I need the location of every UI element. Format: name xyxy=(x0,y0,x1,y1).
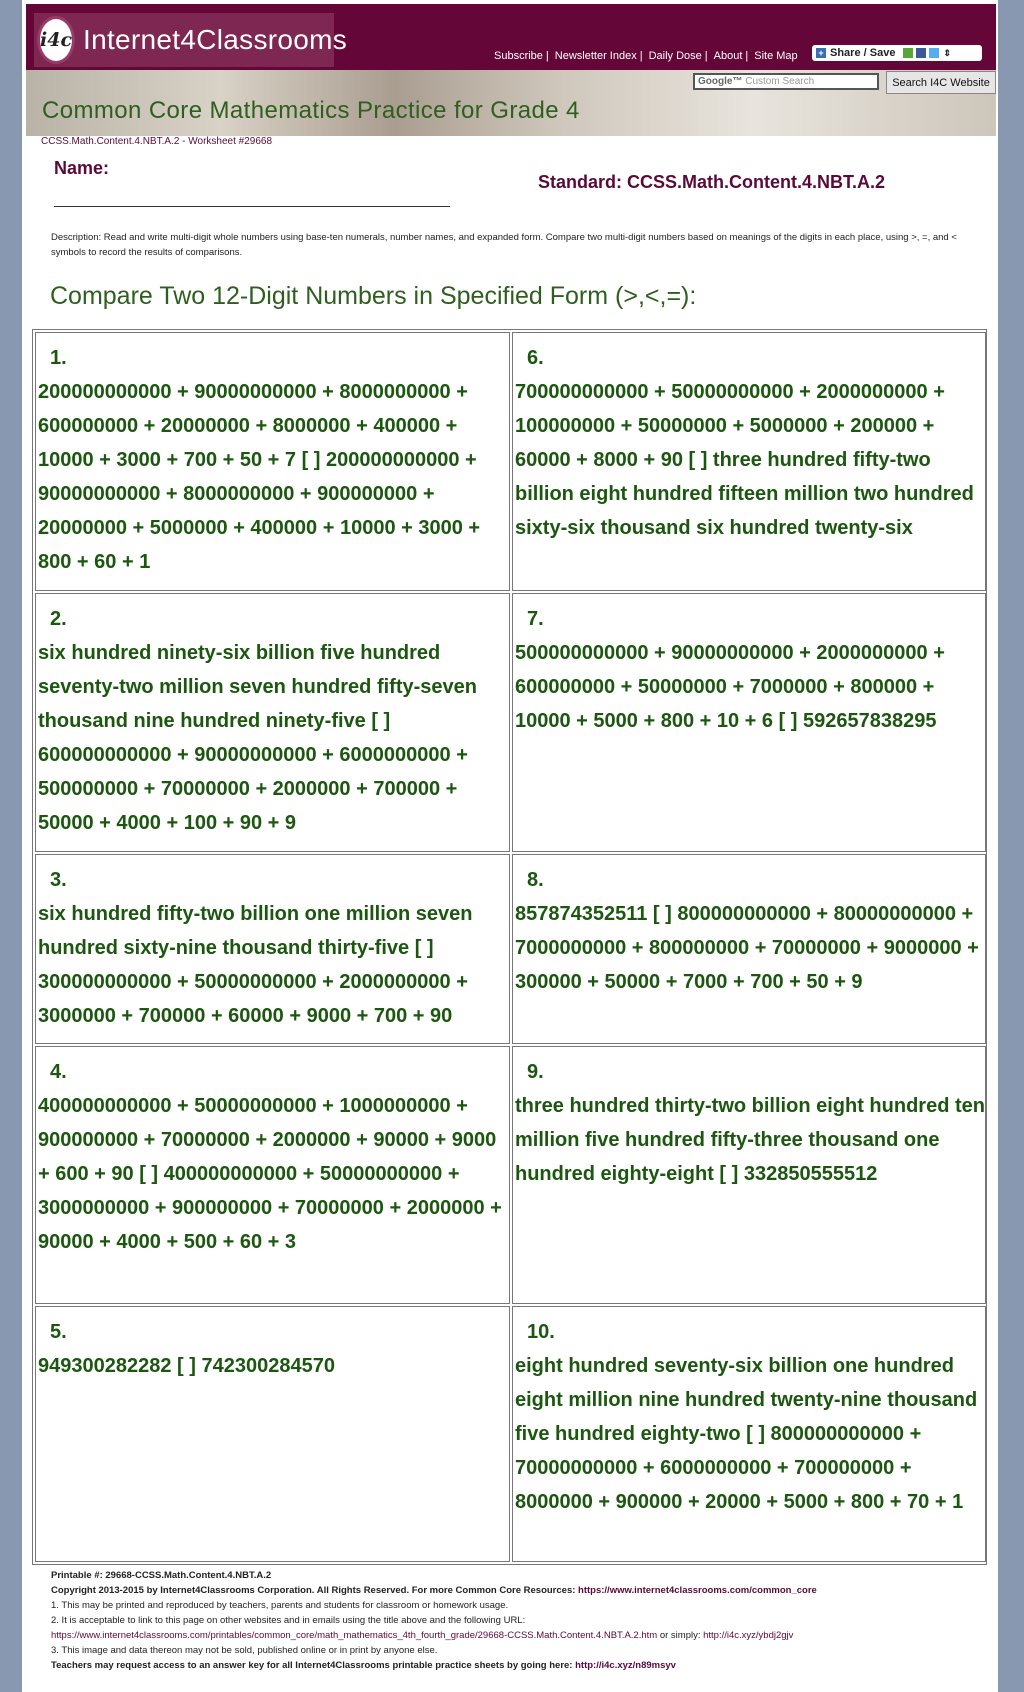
problem-cell xyxy=(512,854,986,1044)
nav-link-site-map[interactable]: Site Map xyxy=(754,50,798,62)
problem-text: 857874352511 [ ] 800000000000 + 80000000000 + 7000000000 + 800000000 + 70000000 + 9000000 + 300000 + 50000 + 7000 + 700 + 50 + 9 xyxy=(515,903,979,993)
google-label: Google™ xyxy=(698,76,743,87)
problem-number: 6. xyxy=(527,347,544,369)
url-or: or simply: xyxy=(659,1630,701,1641)
problem-cell xyxy=(512,593,986,852)
page xyxy=(22,0,998,1692)
short-url-link[interactable]: http://i4c.xyz/ybdj2gjv xyxy=(703,1630,794,1641)
problem-number: 5. xyxy=(50,1321,67,1343)
top-nav: Subscribe | Newsletter Index | Daily Dose | About | Site Map xyxy=(494,50,798,62)
problem-cell xyxy=(35,1306,510,1562)
footer xyxy=(51,1568,991,1673)
search-placeholder: Custom Search xyxy=(745,76,815,87)
url-line xyxy=(51,1628,991,1643)
problem-number: 8. xyxy=(527,869,544,891)
share-save-button[interactable] xyxy=(812,45,982,61)
problem-text: 400000000000 + 50000000000 + 1000000000 + 900000000 + 70000000 + 2000000 + 90000 + 9000 + 600 + 90 [ ] 400000000000 + 50000000000 + 3000000000 + 900000000 + 70000000 + 2000000 + 90000 + 4000 + 500 + 60 + 3 xyxy=(38,1095,502,1253)
problem-number: 9. xyxy=(527,1061,544,1083)
share-icon xyxy=(903,48,913,58)
chevron-updown-icon: ⇕ xyxy=(943,47,951,58)
twitter-icon xyxy=(929,48,939,58)
printable-number: Printable #: 29668-CCSS.Math.Content.4.NBT.A.2 xyxy=(51,1570,272,1581)
problem-cell xyxy=(512,1306,986,1562)
problem-text: six hundred fifty-two billion one million seven hundred sixty-nine thousand thirty-five [ ] 300000000000 + 50000000000 + 2000000000 + 3000000 + 700000 + 60000 + 9000 + 700 + 90 xyxy=(38,903,473,1027)
search-input[interactable] xyxy=(693,73,879,90)
nav-link-daily-dose[interactable]: Daily Dose xyxy=(648,50,702,62)
problem-number: 2. xyxy=(50,608,67,630)
problem-number: 4. xyxy=(50,1061,67,1083)
problem-number: 1. xyxy=(50,347,67,369)
answer-key-link[interactable]: http://i4c.xyz/n89msyv xyxy=(575,1660,676,1671)
note-3: 3. This image and data thereon may not be sold, published online or in print by anyone else. xyxy=(51,1645,438,1656)
answer-key xyxy=(51,1658,991,1673)
search-button[interactable]: Search I4C Website xyxy=(886,71,996,94)
name-line xyxy=(54,206,450,207)
worksheet-title: Compare Two 12-Digit Numbers in Specified Form (>,<,=): xyxy=(50,282,697,310)
problem-number: 7. xyxy=(527,608,544,630)
note-1: 1. This may be printed and reproduced by teachers, parents and students for classroom or homework usage. xyxy=(51,1600,509,1611)
plus-icon: + xyxy=(816,48,826,58)
problem-text: six hundred ninety-six billion five hundred seventy-two million seven hundred fifty-seven thousand nine hundred ninety-five [ ] 600000000000 + 90000000000 + 6000000000 + 500000000 + 70000000 + 2000000 + 700000 + 50000 + 4000 + 100 + 90 + 9 xyxy=(38,642,477,834)
page-title: Common Core Mathematics Practice for Grade 4 xyxy=(42,97,580,124)
problem-grid xyxy=(32,329,987,1565)
worksheet-id: CCSS.Math.Content.4.NBT.A.2 - Worksheet #29668 xyxy=(41,136,273,147)
copyright xyxy=(51,1583,991,1598)
banner xyxy=(26,70,996,136)
answer-key-text: Teachers may request access to an answer key for all Internet4Classrooms printable practice sheets by going here: xyxy=(51,1660,573,1671)
description: Description: Read and write multi-digit whole numbers using base-ten numerals, number names, and expanded form. Compare two multi-digit numbers based on meanings of the digits in each place, using >, =, and < symbols to record the results of comparisons. xyxy=(51,232,957,258)
top-bar xyxy=(26,4,996,70)
problem-cell xyxy=(35,593,510,852)
problem-text: eight hundred seventy-six billion one hundred eight million nine hundred twenty-nine thousand five hundred eighty-two [ ] 800000000000 + 70000000000 + 6000000000 + 700000000 + 8000000 + 900000 + 20000 + 5000 + 800 + 70 + 1 xyxy=(515,1355,978,1513)
nav-link-about[interactable]: About xyxy=(713,50,743,62)
common-core-link[interactable]: https://www.internet4classrooms.com/common_core xyxy=(578,1585,817,1596)
note-2: 2. It is acceptable to link to this page on other websites and in emails using the title above and the following URL: xyxy=(51,1615,526,1626)
long-url-link[interactable]: https://www.internet4classrooms.com/printables/common_core/math_mathematics_4th_fourth_grade/29668-CCSS.Math.Content.4.NBT.A.2.htm xyxy=(51,1630,658,1641)
problem-cell xyxy=(35,332,510,591)
problem-cell xyxy=(35,854,510,1044)
problem-number: 10. xyxy=(527,1321,555,1343)
problem-cell xyxy=(512,1046,986,1304)
logo-text: Internet4Classrooms xyxy=(83,24,348,55)
nav-link-newsletter-index[interactable]: Newsletter Index xyxy=(554,50,637,62)
share-label: Share / Save xyxy=(830,47,896,59)
problem-text: 200000000000 + 90000000000 + 8000000000 + 600000000 + 20000000 + 8000000 + 400000 + 10000 + 3000 + 700 + 50 + 7 [ ] 200000000000 + 90000000000 + 8000000000 + 900000000 + 20000000 + 5000000 + 400000 + 10000 + 3000 + 800 + 60 + 1 xyxy=(38,381,481,573)
name-label: Name: xyxy=(54,158,110,178)
problem-cell xyxy=(512,332,986,591)
standard-label: Standard: CCSS.Math.Content.4.NBT.A.2 xyxy=(538,172,886,192)
site-logo[interactable] xyxy=(34,13,348,67)
copyright-text: Copyright 2013-2015 by Internet4Classrooms Corporation. All Rights Reserved. For more Common Core Resources: xyxy=(51,1585,576,1596)
problem-number: 3. xyxy=(50,869,67,891)
problem-text: 500000000000 + 90000000000 + 2000000000 + 600000000 + 50000000 + 7000000 + 800000 + 10000 + 5000 + 800 + 10 + 6 [ ] 592657838295 xyxy=(515,642,945,732)
problem-text: 700000000000 + 50000000000 + 2000000000 + 100000000 + 50000000 + 5000000 + 200000 + 60000 + 8000 + 90 [ ] three hundred fifty-two billion eight hundred fifteen million two hundred sixty-six thousand six hundred twenty-six xyxy=(515,381,974,539)
nav-link-subscribe[interactable]: Subscribe xyxy=(494,50,543,62)
problem-text: three hundred thirty-two billion eight hundred ten million five hundred fifty-three thousand one hundred eighty-eight [ ] 332850555512 xyxy=(515,1095,985,1185)
facebook-icon xyxy=(916,48,926,58)
problem-cell xyxy=(35,1046,510,1304)
logo-badge: i4c xyxy=(37,16,75,64)
problem-text: 949300282282 [ ] 742300284570 xyxy=(38,1355,335,1377)
